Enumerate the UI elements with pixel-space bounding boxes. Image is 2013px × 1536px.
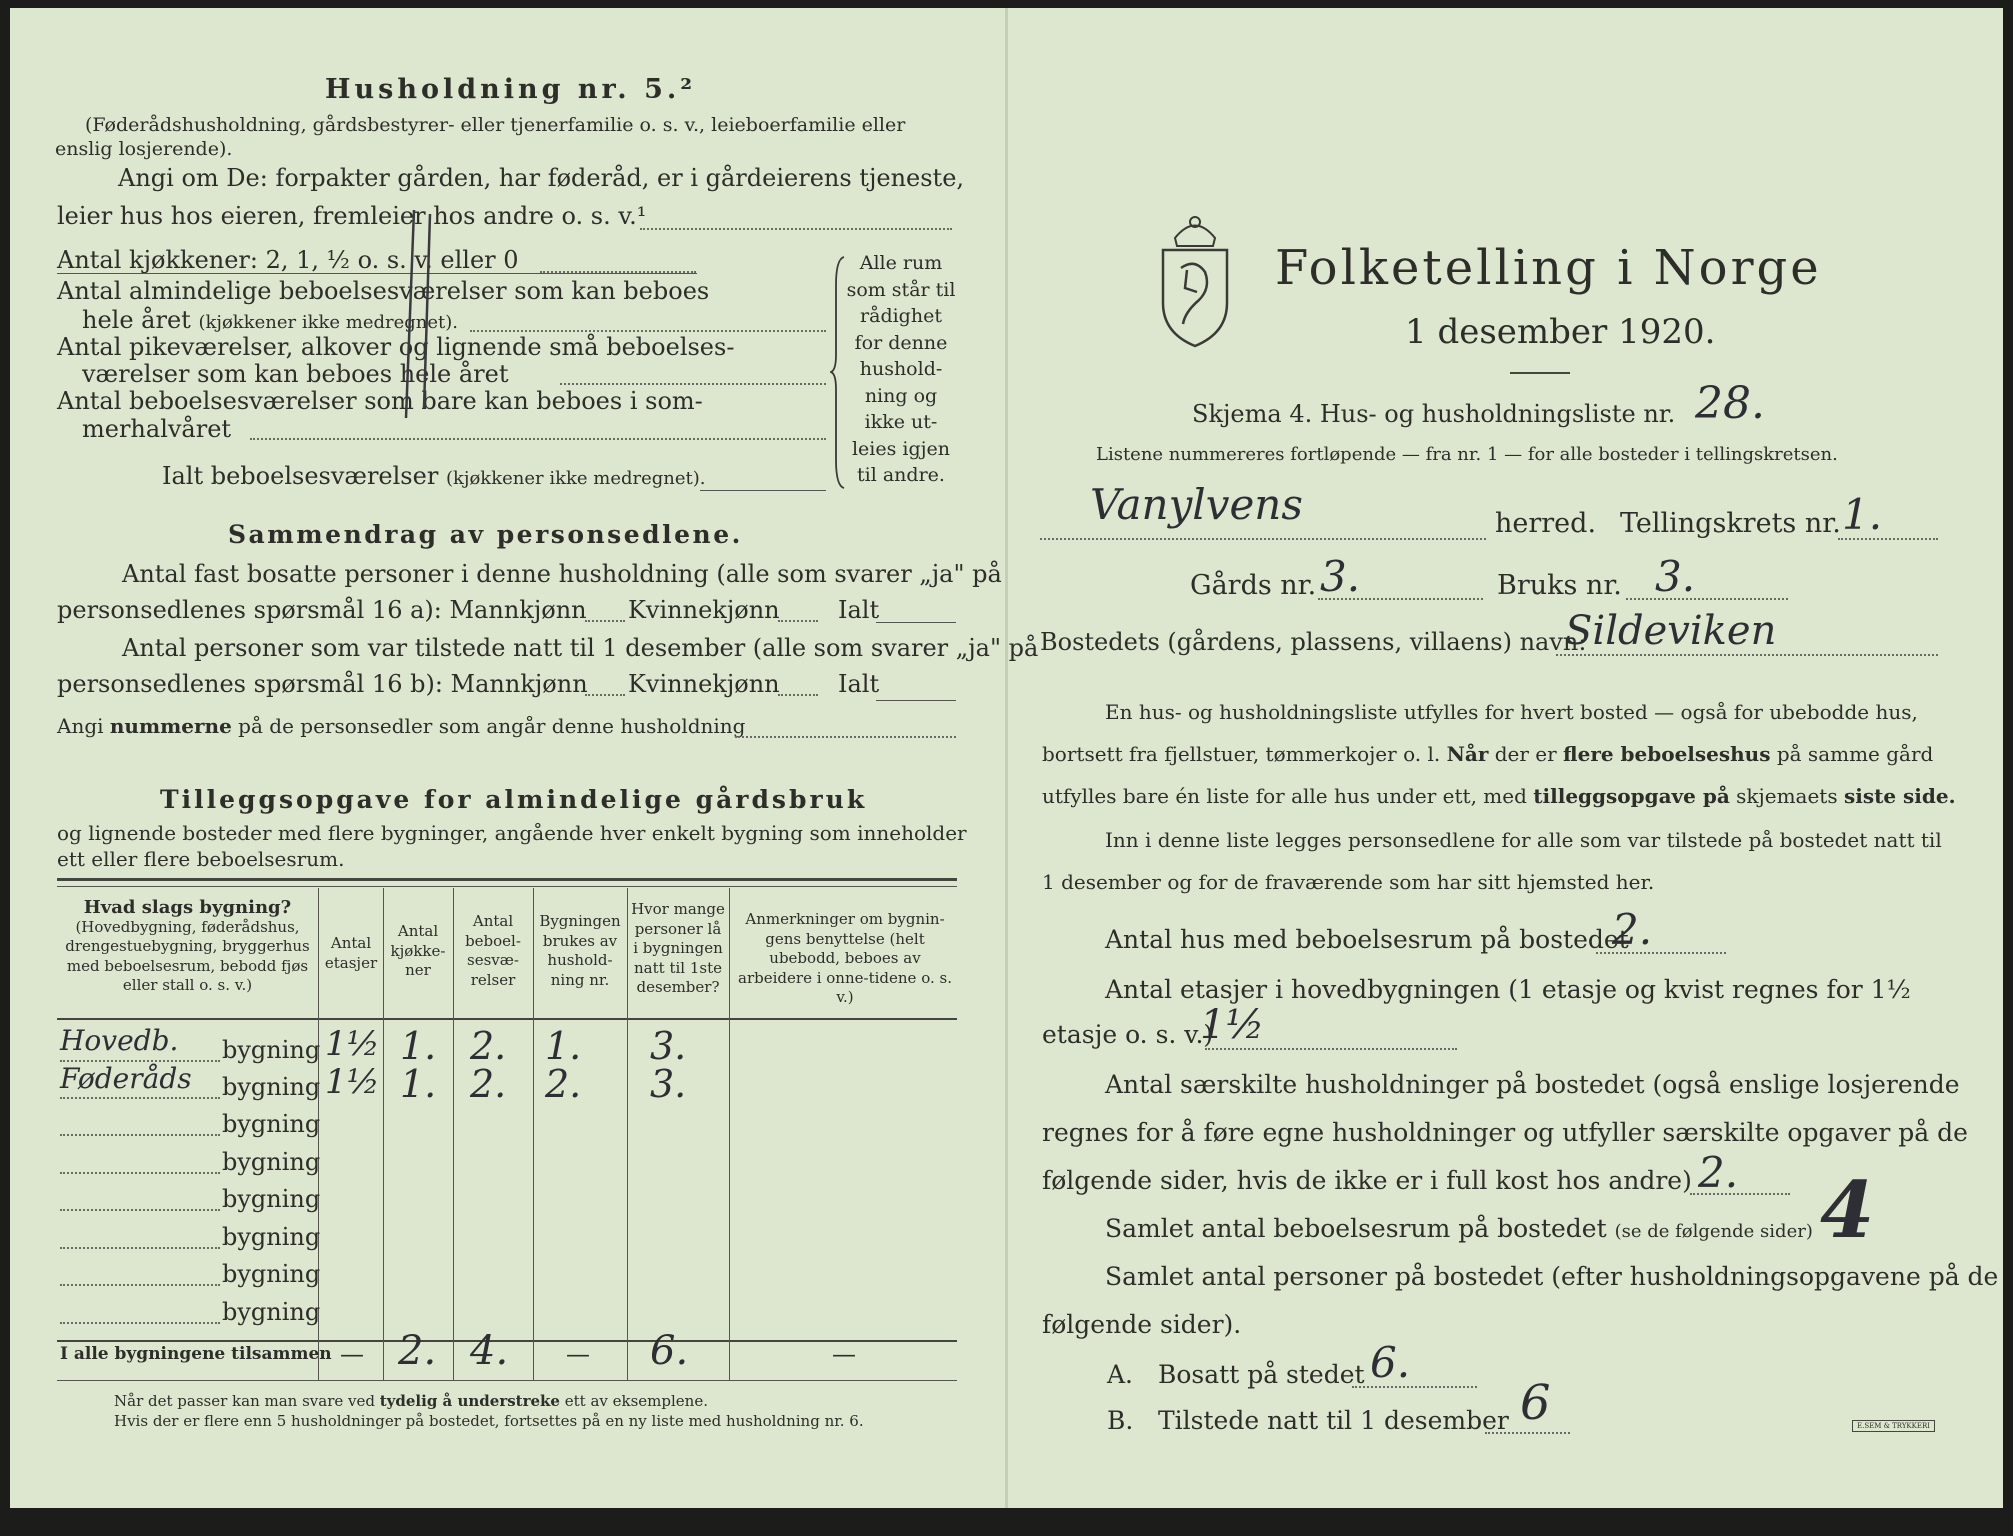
row-leader [60, 1209, 220, 1211]
etasjer-fill [1205, 1048, 1457, 1050]
bosted-value: Sildeviken [1565, 608, 1777, 654]
sammendrag-title: Sammendrag av personsedlene. [228, 520, 743, 549]
table-top-rule-2 [57, 886, 957, 887]
angi-fill [640, 228, 952, 230]
table-bottom-rule [57, 1380, 957, 1381]
para1-line2: bortsett fra fjellstuer, tømmerkojer o. l. Når der er flere beboelseshus på samme gård [1042, 742, 1934, 766]
handwritten-strike [400, 208, 440, 428]
samlet-pers-line2: følgende sider). [1042, 1310, 1242, 1339]
angi-line-1: Angi om De: forpakter gården, har føderåd, er i gårdeierens tjeneste, [118, 164, 965, 192]
table-row-label: bygning [222, 1260, 321, 1288]
alm-fill [470, 330, 826, 332]
col-header-anmerkninger: Anmerkninger om bygnin-gens benyttelse (helt ubebodd, beboes av arbeidere i onne-tidene o. s. v.) [738, 910, 952, 1006]
a-value: 6. [1370, 1338, 1411, 1387]
census-date: 1 desember 1920. [1405, 312, 1716, 352]
herred-value: Vanylvens [1090, 480, 1303, 529]
sommer-fill [250, 438, 826, 440]
total-vaerelser: 4. [470, 1328, 509, 1374]
table-cell-etasjer: 1½ [325, 1062, 380, 1102]
col-header-kjokkener: Antal kjøkke-ner [390, 922, 446, 979]
table-cell-kjokkener: 1. [400, 1062, 437, 1106]
listene-note: Listene nummereres fortløpende — fra nr. 1 — for alle bosteder i tellingskretsen. [1096, 444, 1838, 465]
b-value: 6 [1520, 1375, 1551, 1431]
table-row-label: bygning [222, 1110, 321, 1138]
skjema-label: Skjema 4. Hus- og husholdningsliste nr. [1192, 400, 1676, 428]
angi-line-2: leier hus hos eieren, fremleier hos andre o. s. v.¹ [57, 202, 647, 230]
saer-line1: Antal særskilte husholdninger på bostedet (også enslige losjerende [1105, 1070, 1960, 1099]
alm-line-2: hele året (kjøkkener ikke medregnet). [82, 306, 459, 334]
kjokkener-label: Antal kjøkkener: 2, 1, ½ o. s. v. eller 0 [57, 246, 519, 274]
table-header-rule [57, 1018, 957, 1020]
fast-line-1: Antal fast bosatte personer i denne husholdning (alle som svarer „ja" på [122, 560, 1002, 588]
total-anmerkninger: — [832, 1340, 856, 1368]
ialt-rooms: Ialt beboelsesværelser (kjøkkener ikke medregnet). [162, 462, 706, 490]
left-page [10, 8, 1008, 1508]
tilstede-ialt-fill [876, 700, 956, 701]
pike-line-1: Antal pikeværelser, alkover og lignende små beboelses- [57, 333, 735, 361]
pike-line-2: værelser som kan beboes hele året [82, 360, 509, 388]
table-cell-personer: 3. [650, 1024, 687, 1068]
col-rule-5 [627, 888, 628, 1380]
saer-line2: regnes for å føre egne husholdninger og utfyller særskilte opgaver på de [1042, 1118, 1968, 1147]
col-header-personer: Hvor mange personer lå i bygningen natt til 1ste desember? [631, 900, 725, 996]
fast-ialt-fill [876, 622, 956, 623]
nummerne-fill [735, 736, 956, 738]
col-header-husholdning: Bygningen brukes av hushold-ning nr. [539, 912, 621, 989]
table-cell-kjokkener: 1. [400, 1024, 437, 1068]
b-label: B. [1107, 1406, 1134, 1435]
hus-label: Antal hus med beboelsesrum på bostedet [1105, 925, 1629, 954]
title-rule [1510, 372, 1570, 374]
table-row-label: bygning [222, 1185, 321, 1213]
tillegg-line-1: og lignende bosteder med flere bygninger, angående hver enkelt bygning som inneholder [57, 821, 967, 845]
tillegg-title: Tilleggsopgave for almindelige gårdsbruk [160, 785, 868, 814]
table-row-label: bygning [222, 1036, 321, 1064]
para1-line1: En hus- og husholdningsliste utfylles for hvert bosted — også for ubebodde hus, [1105, 700, 1918, 724]
fast-ialt-label: Ialt [838, 596, 880, 624]
table-row-label: bygning [222, 1148, 321, 1176]
table-cell-husholdning: 1. [545, 1024, 582, 1068]
tellingskrets-fill [1838, 538, 1938, 540]
b-fill [1485, 1432, 1570, 1434]
col-rule-2 [383, 888, 384, 1380]
tilstede-line-1: Antal personer som var tilstede natt til 1 desember (alle som svarer „ja" på [122, 634, 1039, 662]
row-leader [60, 1097, 220, 1099]
table-cell-type: Hovedb. [60, 1024, 179, 1057]
household-title: Husholdning nr. 5.² [325, 74, 697, 105]
saer-fill [1690, 1193, 1790, 1195]
table-cell-vaerelser: 2. [470, 1062, 507, 1106]
census-title: Folketelling i Norge [1275, 240, 1822, 296]
a-text: Bosatt på stedet [1158, 1360, 1365, 1389]
col-rule-3 [453, 888, 454, 1380]
col-header-type: Hvad slags bygning? (Hovedbygning, føderådshus, drengestuebygning, bryggerhus med beboelsesrum, bebodd fjøs eller stall o. s. v.) [65, 897, 310, 994]
table-cell-husholdning: 2. [545, 1062, 582, 1106]
footnote-2: Hvis der er flere enn 5 husholdninger på bostedet, fortsettes på en ny liste med husholdning nr. 6. [114, 1412, 864, 1430]
table-total-label: I alle bygningene tilsammen [60, 1344, 332, 1364]
table-row-label: bygning [222, 1073, 321, 1101]
gards-value: 3. [1320, 552, 1361, 601]
gards-fill [1318, 598, 1483, 600]
fast-mann-fill [585, 620, 625, 622]
a-fill [1352, 1386, 1477, 1388]
col-rule-6 [729, 888, 730, 1380]
table-cell-vaerelser: 2. [470, 1024, 507, 1068]
table-row-label: bygning [222, 1298, 321, 1326]
bruks-label: Bruks nr. [1497, 570, 1622, 601]
saer-value: 2. [1698, 1148, 1739, 1197]
etasjer-value: 1½ [1200, 1002, 1265, 1048]
sommer-line-2: merhalvåret [82, 415, 232, 443]
pike-fill [560, 383, 826, 385]
table-top-rule [57, 878, 957, 881]
a-label: A. [1107, 1360, 1134, 1389]
etasjer-line2: etasje o. s. v.) [1042, 1020, 1214, 1049]
fast-line-2: personsedlenes spørsmål 16 a): Mannkjønn [57, 596, 587, 624]
saer-line3: følgende sider, hvis de ikke er i full kost hos andre) [1042, 1166, 1692, 1195]
ialt-rooms-fill [700, 490, 826, 491]
kjokkener-underline [57, 273, 697, 274]
samlet-rum-value: 4 [1820, 1165, 1875, 1256]
total-etasjer: — [340, 1340, 364, 1368]
bosted-fill [1556, 654, 1938, 656]
tilstede-mann-fill [585, 694, 625, 696]
bosted-label: Bostedets (gårdens, plassens, villaens) navn: [1040, 628, 1587, 656]
row-leader [60, 1284, 220, 1286]
herred-label: herred. [1495, 508, 1597, 539]
tellingskrets-value: 1. [1842, 490, 1883, 539]
total-husholdning: — [566, 1340, 590, 1368]
table-cell-personer: 3. [650, 1062, 687, 1106]
household-subtitle-2: enslig losjerende). [55, 138, 233, 160]
para1-line3: utfylles bare én liste for alle hus under ett, med tilleggsopgave på skjemaets siste side. [1042, 784, 1956, 808]
skjema-number: 28. [1695, 378, 1765, 429]
alm-line-1: Antal almindelige beboelsesværelser som kan beboes [57, 277, 710, 305]
total-personer: 6. [650, 1328, 689, 1374]
fast-kvinne-label: Kvinnekjønn [628, 596, 780, 624]
tillegg-line-2: ett eller flere beboelsesrum. [57, 847, 345, 871]
footnote-1: Når det passer kan man svare ved tydelig å understreke ett av eksemplene. [114, 1392, 708, 1410]
brace-note: Alle rum som står til rådighet for denne hushold- ning og ikke ut- leies igjen til andre. [846, 252, 956, 486]
row-leader [60, 1322, 220, 1324]
para2-line1: Inn i denne liste legges personsedlene for alle som var tilstede på bostedet natt til [1105, 828, 1942, 852]
tilstede-kvinne-fill [778, 694, 818, 696]
table-row-label: bygning [222, 1223, 321, 1251]
household-subtitle: (Føderådshusholdning, gårdsbestyrer- eller tjenerfamilie o. s. v., leieboerfamilie eller [85, 114, 906, 136]
tilstede-line-2: personsedlenes spørsmål 16 b): Mannkjønn [57, 670, 588, 698]
row-leader [60, 1134, 220, 1136]
nummerne-line: Angi nummerne på de personsedler som angår denne husholdning [57, 714, 746, 738]
row-leader [60, 1247, 220, 1249]
samlet-pers-line1: Samlet antal personer på bostedet (efter husholdningsopgavene på de [1105, 1262, 1999, 1291]
hus-fill [1596, 952, 1726, 954]
sommer-line-1: Antal beboelsesværelser som bare kan beboes i som- [57, 387, 703, 415]
hus-value: 2. [1612, 905, 1653, 954]
col-rule-4 [533, 888, 534, 1380]
total-kjokkener: 2. [398, 1328, 437, 1374]
herred-fill [1040, 538, 1486, 540]
para2-line2: 1 desember og for de fraværende som har sitt hjemsted her. [1042, 870, 1655, 894]
gards-label: Gårds nr. [1190, 570, 1317, 601]
row-leader [60, 1172, 220, 1174]
bruks-value: 3. [1655, 552, 1696, 601]
tilstede-ialt-label: Ialt [838, 670, 880, 698]
etasjer-line1: Antal etasjer i hovedbygningen (1 etasje og kvist regnes for 1½ [1105, 975, 1911, 1004]
tilstede-kvinne-label: Kvinnekjønn [628, 670, 780, 698]
fast-kvinne-fill [778, 620, 818, 622]
table-cell-etasjer: 1½ [325, 1024, 380, 1064]
norway-coat-of-arms-icon [1155, 208, 1235, 348]
col-header-vaerelser: Antal beboel-sesvæ-relser [465, 912, 521, 989]
table-cell-type: Føderåds [60, 1062, 192, 1095]
tellingskrets-label: Tellingskrets nr. [1620, 508, 1841, 539]
col-header-etasjer: Antal etasjer [324, 934, 378, 972]
b-text: Tilstede natt til 1 desember [1158, 1406, 1509, 1435]
printer-stamp: E.SEM & TRYKKERI [1852, 1420, 1935, 1432]
samlet-rum-label: Samlet antal beboelsesrum på bostedet (se de følgende sider) [1105, 1214, 1813, 1243]
bruks-fill [1626, 598, 1788, 600]
